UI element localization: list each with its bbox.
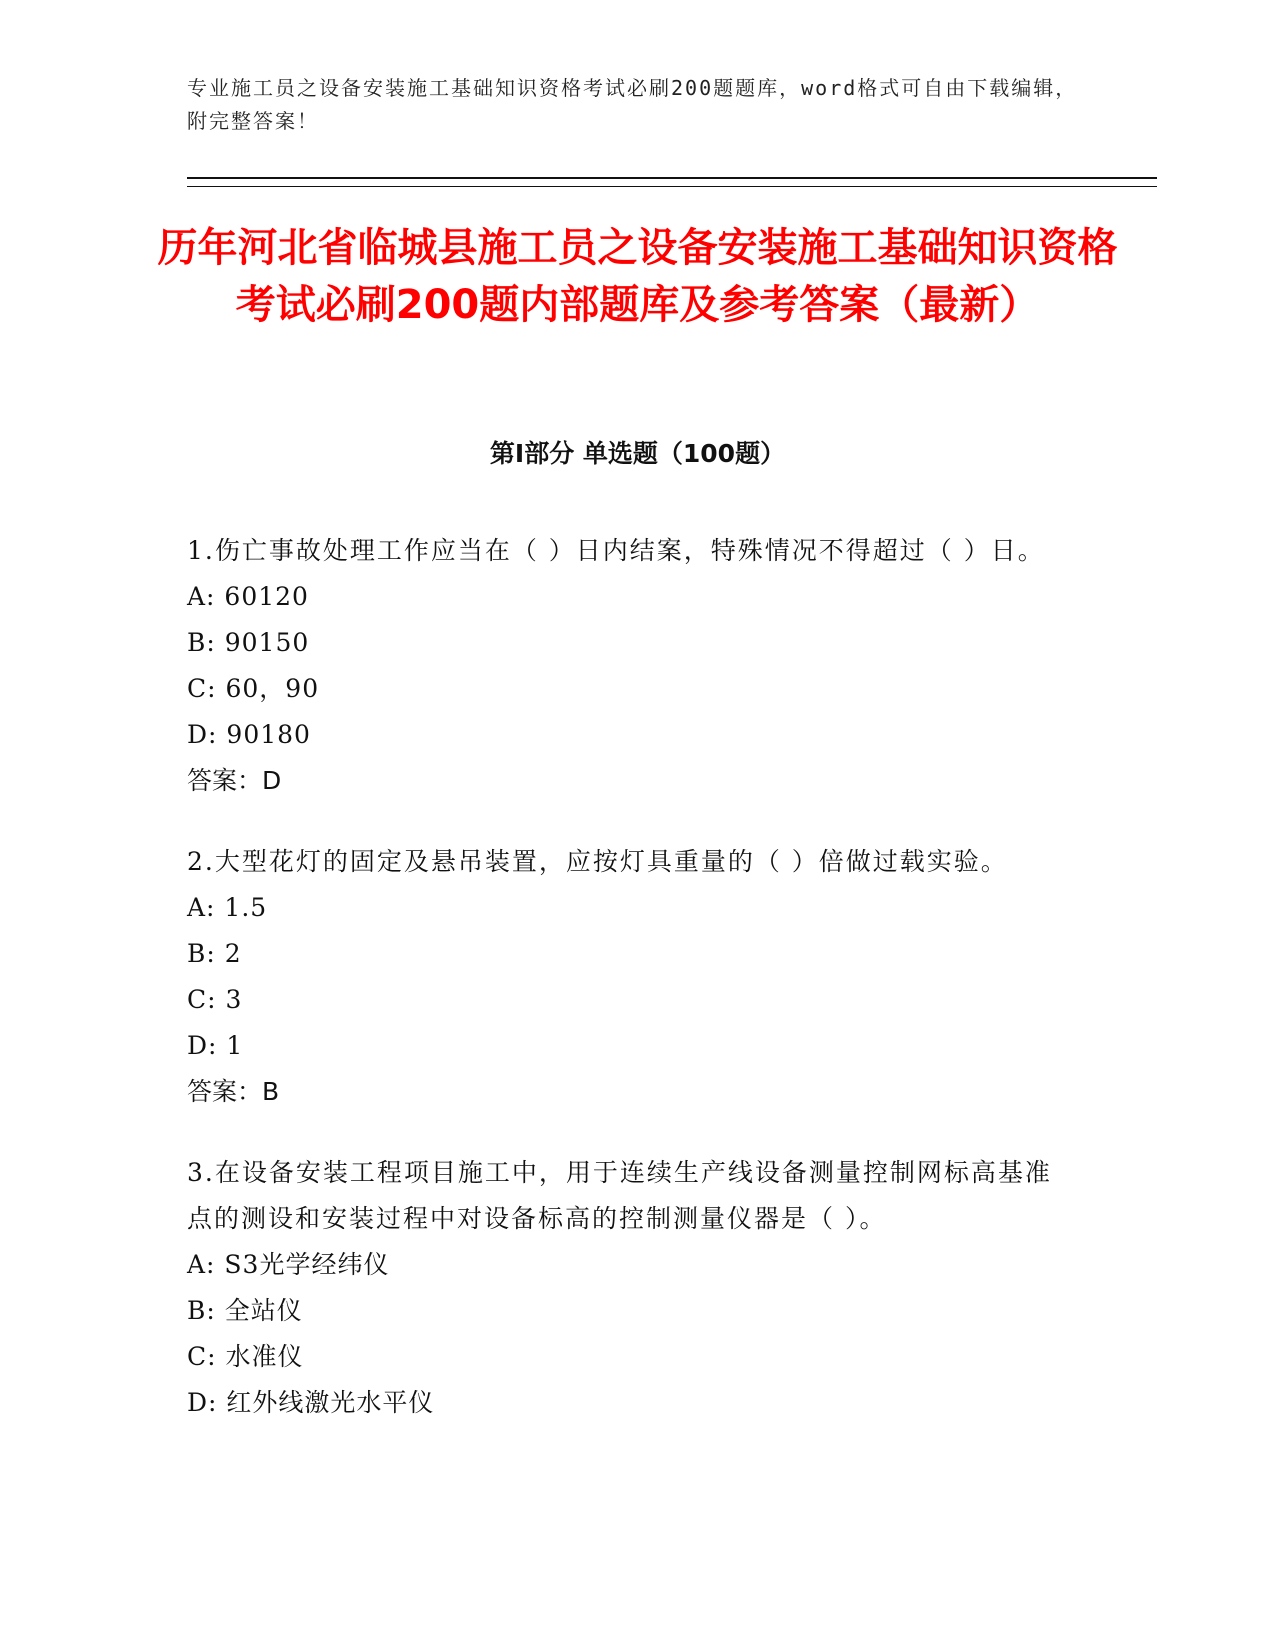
question-list	[187, 528, 1067, 1461]
option-a: A: S3光学经纬仪	[187, 1250, 390, 1279]
intro-text: 专业施工员之设备安装施工基础知识资格考试必刷200题题库，word格式可自由下载编辑，附完整答案！	[187, 76, 1078, 133]
answer-line: 答案：D	[187, 766, 282, 795]
option-d: D: 红外线激光水平仪	[187, 1388, 435, 1417]
option-d: D: 1	[187, 1031, 244, 1060]
answer-line: 答案：B	[187, 1077, 280, 1106]
question-stem: 3.在设备安装工程项目施工中，用于连续生产线设备测量控制网标高基准点的测设和安装过程中对设备标高的控制测量仪器是（ ）。	[187, 1158, 1052, 1233]
header-rule-thin	[187, 186, 1157, 187]
option-a: A: 60120	[187, 582, 309, 611]
option-b: B: 2	[187, 939, 242, 968]
question-stem: 1.伤亡事故处理工作应当在（ ）日内结案，特殊情况不得超过（ ）日。	[187, 536, 1045, 565]
option-c: C: 60，90	[187, 674, 320, 703]
section-heading: 第I部分 单选题（100题）	[489, 439, 786, 468]
option-a: A: 1.5	[187, 893, 268, 922]
question-3	[187, 1150, 1067, 1426]
option-c: C: 水准仪	[187, 1342, 304, 1371]
question-stem: 2.大型花灯的固定及悬吊装置，应按灯具重量的（ ）倍做过载实验。	[187, 847, 1008, 876]
option-c: C: 3	[187, 985, 243, 1014]
question-1	[187, 528, 1067, 804]
option-b: B: 全站仪	[187, 1296, 303, 1325]
question-2	[187, 839, 1067, 1115]
option-b: B: 90150	[187, 628, 310, 657]
option-d: D: 90180	[187, 720, 311, 749]
header-rule-thick	[187, 177, 1157, 179]
document-title: 历年河北省临城县施工员之设备安装施工基础知识资格考试必刷200题内部题库及参考答案（最新）	[157, 225, 1118, 328]
